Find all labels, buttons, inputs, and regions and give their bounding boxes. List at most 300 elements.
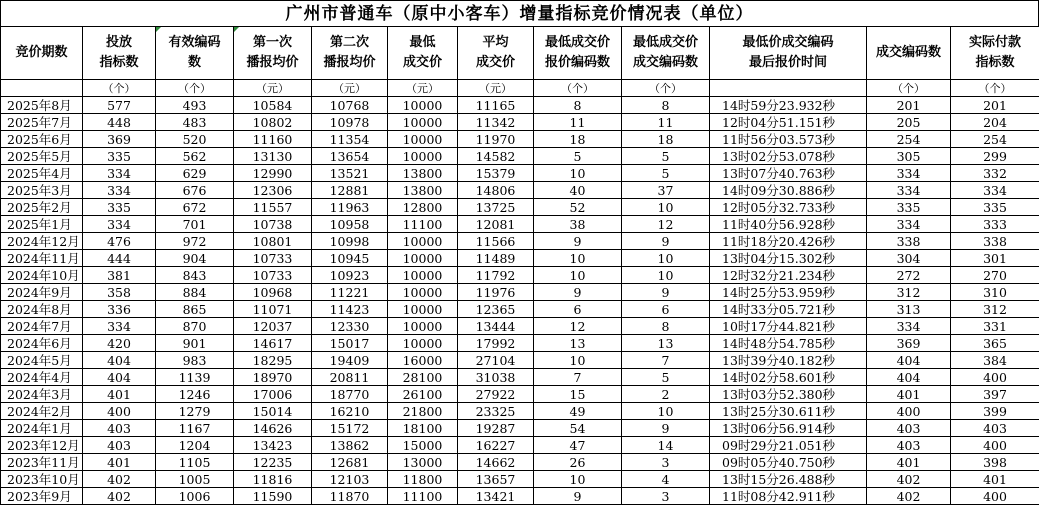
cell-release-quota: 577 <box>83 97 156 114</box>
cell-last-bid-time: 14时48分54.785秒 <box>710 335 867 352</box>
cell-min-price-deal-codes: 3 <box>622 454 710 471</box>
cell-paid-quota: 332 <box>951 165 1039 182</box>
table-row <box>1 216 1039 233</box>
header-second-avg-line1: 第二次 <box>329 35 369 50</box>
header-min-price-line2: 成交价 <box>402 55 442 70</box>
table-row <box>1 369 1039 386</box>
cell-min-price: 13000 <box>388 454 458 471</box>
cell-deal-codes: 312 <box>867 284 951 301</box>
cell-valid-codes: 1279 <box>156 403 234 420</box>
cell-second-avg: 13521 <box>312 165 388 182</box>
table-row <box>1 165 1039 182</box>
unit-cell: （元） <box>388 80 458 97</box>
cell-valid-codes: 676 <box>156 182 234 199</box>
cell-paid-quota: 270 <box>951 267 1039 284</box>
cell-last-bid-time: 13时25分30.611秒 <box>710 403 867 420</box>
cell-min-price-bid-codes: 49 <box>534 403 622 420</box>
cell-paid-quota: 331 <box>951 318 1039 335</box>
cell-min-price: 13800 <box>388 182 458 199</box>
cell-period: 2023年9月 <box>1 488 83 505</box>
cell-paid-quota: 299 <box>951 148 1039 165</box>
cell-min-price: 10000 <box>388 318 458 335</box>
cell-min-price-deal-codes: 6 <box>622 301 710 318</box>
cell-min-price-bid-codes: 9 <box>534 284 622 301</box>
header-last-bid-time <box>710 27 867 80</box>
cell-min-price-bid-codes: 52 <box>534 199 622 216</box>
cell-first-avg: 17006 <box>234 386 312 403</box>
cell-first-avg: 12037 <box>234 318 312 335</box>
cell-first-avg: 10738 <box>234 216 312 233</box>
cell-min-price-bid-codes: 38 <box>534 216 622 233</box>
cell-period: 2025年4月 <box>1 165 83 182</box>
unit-cell: （元） <box>234 80 312 97</box>
cell-paid-quota: 333 <box>951 216 1039 233</box>
cell-second-avg: 13862 <box>312 437 388 454</box>
table-row <box>1 386 1039 403</box>
cell-first-avg: 18295 <box>234 352 312 369</box>
unit-cell <box>1 80 83 97</box>
cell-avg-price: 13444 <box>458 318 534 335</box>
cell-min-price-deal-codes: 8 <box>622 97 710 114</box>
cell-paid-quota: 365 <box>951 335 1039 352</box>
table-row <box>1 182 1039 199</box>
cell-last-bid-time: 13时04分15.302秒 <box>710 250 867 267</box>
cell-first-avg: 14626 <box>234 420 312 437</box>
cell-release-quota: 334 <box>83 216 156 233</box>
cell-min-price: 11100 <box>388 488 458 505</box>
cell-first-avg: 11071 <box>234 301 312 318</box>
header-avg-price-line2: 成交价 <box>475 55 515 70</box>
cell-paid-quota: 400 <box>951 488 1039 505</box>
cell-min-price-deal-codes: 10 <box>622 250 710 267</box>
cell-min-price-deal-codes: 9 <box>622 420 710 437</box>
cell-second-avg: 11354 <box>312 131 388 148</box>
cell-min-price-deal-codes: 5 <box>622 165 710 182</box>
cell-avg-price: 31038 <box>458 369 534 386</box>
cell-deal-codes: 205 <box>867 114 951 131</box>
cell-deal-codes: 254 <box>867 131 951 148</box>
cell-second-avg: 11963 <box>312 199 388 216</box>
cell-valid-codes: 1167 <box>156 420 234 437</box>
cell-min-price: 11100 <box>388 216 458 233</box>
cell-first-avg: 12990 <box>234 165 312 182</box>
cell-first-avg: 13130 <box>234 148 312 165</box>
header-min-price-deal-codes <box>622 27 710 80</box>
cell-deal-codes: 201 <box>867 97 951 114</box>
header-min-price-line1: 最低 <box>409 35 436 50</box>
cell-avg-price: 11792 <box>458 267 534 284</box>
cell-period: 2024年2月 <box>1 403 83 420</box>
header-second-avg <box>312 27 388 80</box>
cell-first-avg: 10584 <box>234 97 312 114</box>
cell-paid-quota: 400 <box>951 437 1039 454</box>
cell-min-price-bid-codes: 9 <box>534 488 622 505</box>
cell-release-quota: 476 <box>83 233 156 250</box>
cell-min-price: 26100 <box>388 386 458 403</box>
cell-first-avg: 18970 <box>234 369 312 386</box>
cell-first-avg: 11557 <box>234 199 312 216</box>
cell-period: 2023年11月 <box>1 454 83 471</box>
cell-second-avg: 13654 <box>312 148 388 165</box>
cell-valid-codes: 972 <box>156 233 234 250</box>
header-period-line1: 竞价期数 <box>15 45 68 60</box>
unit-cell: （元） <box>458 80 534 97</box>
cell-release-quota: 404 <box>83 352 156 369</box>
cell-min-price: 10000 <box>388 233 458 250</box>
cell-valid-codes: 672 <box>156 199 234 216</box>
cell-period: 2024年9月 <box>1 284 83 301</box>
cell-min-price-deal-codes: 10 <box>622 199 710 216</box>
cell-valid-codes: 1105 <box>156 454 234 471</box>
cell-first-avg: 11590 <box>234 488 312 505</box>
table-row <box>1 250 1039 267</box>
table-row <box>1 403 1039 420</box>
cell-first-avg: 10802 <box>234 114 312 131</box>
cell-release-quota: 403 <box>83 437 156 454</box>
cell-avg-price: 11566 <box>458 233 534 250</box>
cell-period: 2024年7月 <box>1 318 83 335</box>
header-deal-codes <box>867 27 951 80</box>
cell-min-price-deal-codes: 14 <box>622 437 710 454</box>
cell-last-bid-time: 14时33分05.721秒 <box>710 301 867 318</box>
cell-last-bid-time: 13时03分52.380秒 <box>710 386 867 403</box>
table-row <box>1 301 1039 318</box>
cell-valid-codes: 1204 <box>156 437 234 454</box>
cell-min-price-bid-codes: 10 <box>534 250 622 267</box>
cell-release-quota: 420 <box>83 335 156 352</box>
cell-last-bid-time: 11时56分03.573秒 <box>710 131 867 148</box>
cell-first-avg: 11160 <box>234 131 312 148</box>
table-row <box>1 335 1039 352</box>
cell-first-avg: 15014 <box>234 403 312 420</box>
cell-first-avg: 10968 <box>234 284 312 301</box>
cell-first-avg: 10801 <box>234 233 312 250</box>
cell-valid-codes: 629 <box>156 165 234 182</box>
cell-deal-codes: 334 <box>867 165 951 182</box>
cell-last-bid-time: 09时05分40.750秒 <box>710 454 867 471</box>
cell-period: 2024年12月 <box>1 233 83 250</box>
cell-valid-codes: 884 <box>156 284 234 301</box>
cell-deal-codes: 304 <box>867 250 951 267</box>
cell-valid-codes: 562 <box>156 148 234 165</box>
cell-paid-quota: 338 <box>951 233 1039 250</box>
cell-min-price: 10000 <box>388 267 458 284</box>
cell-deal-codes: 402 <box>867 471 951 488</box>
cell-min-price-bid-codes: 10 <box>534 352 622 369</box>
cell-min-price-deal-codes: 9 <box>622 284 710 301</box>
cell-valid-codes: 520 <box>156 131 234 148</box>
header-min-price-deal-codes-line2: 成交编码数 <box>632 55 698 70</box>
cell-min-price-bid-codes: 10 <box>534 165 622 182</box>
cell-min-price-bid-codes: 9 <box>534 233 622 250</box>
cell-second-avg: 15017 <box>312 335 388 352</box>
table-row <box>1 267 1039 284</box>
cell-period: 2024年8月 <box>1 301 83 318</box>
cell-last-bid-time: 14时09分30.886秒 <box>710 182 867 199</box>
cell-paid-quota: 310 <box>951 284 1039 301</box>
cell-deal-codes: 401 <box>867 454 951 471</box>
table-header <box>1 27 1039 80</box>
header-first-avg-line1: 第一次 <box>252 35 292 50</box>
table-row <box>1 471 1039 488</box>
cell-paid-quota: 397 <box>951 386 1039 403</box>
cell-second-avg: 12103 <box>312 471 388 488</box>
cell-second-avg: 10998 <box>312 233 388 250</box>
table-row <box>1 454 1039 471</box>
unit-cell: （个） <box>867 80 951 97</box>
cell-second-avg: 10978 <box>312 114 388 131</box>
unit-cell <box>710 80 867 97</box>
cell-paid-quota: 254 <box>951 131 1039 148</box>
cell-release-quota: 334 <box>83 318 156 335</box>
cell-release-quota: 381 <box>83 267 156 284</box>
unit-cell: （个） <box>622 80 710 97</box>
header-first-avg-line2: 播报均价 <box>246 55 299 70</box>
cell-last-bid-time: 14时59分23.932秒 <box>710 97 867 114</box>
cell-period: 2025年6月 <box>1 131 83 148</box>
cell-min-price-deal-codes: 10 <box>622 267 710 284</box>
cell-min-price-bid-codes: 8 <box>534 97 622 114</box>
cell-min-price-bid-codes: 10 <box>534 471 622 488</box>
header-last-bid-time-line1: 最低价成交编码 <box>742 35 834 50</box>
cell-release-quota: 400 <box>83 403 156 420</box>
cell-second-avg: 11221 <box>312 284 388 301</box>
table-row <box>1 437 1039 454</box>
header-min-price-bid-codes-line1: 最低成交价 <box>544 35 610 50</box>
cell-paid-quota: 399 <box>951 403 1039 420</box>
cell-valid-codes: 870 <box>156 318 234 335</box>
table-row <box>1 318 1039 335</box>
cell-valid-codes: 904 <box>156 250 234 267</box>
cell-valid-codes: 865 <box>156 301 234 318</box>
cell-release-quota: 444 <box>83 250 156 267</box>
header-first-avg <box>234 27 312 80</box>
cell-valid-codes: 901 <box>156 335 234 352</box>
cell-last-bid-time: 13时39分40.182秒 <box>710 352 867 369</box>
cell-min-price: 10000 <box>388 301 458 318</box>
cell-min-price: 10000 <box>388 250 458 267</box>
cell-period: 2024年3月 <box>1 386 83 403</box>
cell-avg-price: 13725 <box>458 199 534 216</box>
cell-last-bid-time: 11时18分20.426秒 <box>710 233 867 250</box>
header-min-price <box>388 27 458 80</box>
unit-cell: （个） <box>83 80 156 97</box>
cell-paid-quota: 384 <box>951 352 1039 369</box>
header-paid-quota-line1: 实际付款 <box>968 35 1021 50</box>
cell-min-price: 10000 <box>388 131 458 148</box>
cell-release-quota: 335 <box>83 199 156 216</box>
cell-first-avg: 13423 <box>234 437 312 454</box>
unit-cell: （个） <box>951 80 1039 97</box>
cell-second-avg: 12330 <box>312 318 388 335</box>
table-row <box>1 284 1039 301</box>
cell-min-price-deal-codes: 18 <box>622 131 710 148</box>
cell-last-bid-time: 13时02分53.078秒 <box>710 148 867 165</box>
cell-deal-codes: 400 <box>867 403 951 420</box>
table-row <box>1 488 1039 505</box>
header-release-quota <box>83 27 156 80</box>
cell-period: 2024年4月 <box>1 369 83 386</box>
cell-min-price-bid-codes: 6 <box>534 301 622 318</box>
cell-paid-quota: 204 <box>951 114 1039 131</box>
cell-last-bid-time: 13时15分26.488秒 <box>710 471 867 488</box>
cell-valid-codes: 1006 <box>156 488 234 505</box>
cell-min-price-deal-codes: 8 <box>622 318 710 335</box>
cell-avg-price: 16227 <box>458 437 534 454</box>
cell-avg-price: 14582 <box>458 148 534 165</box>
cell-period: 2024年5月 <box>1 352 83 369</box>
cell-avg-price: 11976 <box>458 284 534 301</box>
cell-deal-codes: 334 <box>867 318 951 335</box>
cell-paid-quota: 403 <box>951 420 1039 437</box>
cell-avg-price: 13657 <box>458 471 534 488</box>
cell-min-price: 11800 <box>388 471 458 488</box>
cell-first-avg: 12306 <box>234 182 312 199</box>
cell-min-price: 10000 <box>388 148 458 165</box>
cell-min-price-deal-codes: 9 <box>622 233 710 250</box>
header-avg-price <box>458 27 534 80</box>
cell-min-price-deal-codes: 10 <box>622 403 710 420</box>
header-avg-price-line1: 平均 <box>482 35 509 50</box>
cell-min-price-deal-codes: 12 <box>622 216 710 233</box>
cell-last-bid-time: 11时40分56.928秒 <box>710 216 867 233</box>
header-min-price-deal-codes-line1: 最低成交价 <box>632 35 698 50</box>
header-min-price-bid-codes <box>534 27 622 80</box>
cell-min-price-bid-codes: 11 <box>534 114 622 131</box>
header-paid-quota-line2: 指标数 <box>975 55 1015 70</box>
cell-paid-quota: 201 <box>951 97 1039 114</box>
table-row <box>1 199 1039 216</box>
unit-cell: （个） <box>534 80 622 97</box>
cell-min-price: 21800 <box>388 403 458 420</box>
cell-last-bid-time: 13时07分40.763秒 <box>710 165 867 182</box>
table-title: 广州市普通车（原中小客车）增量指标竞价情况表（单位） <box>0 0 1039 26</box>
cell-release-quota: 402 <box>83 488 156 505</box>
cell-min-price-deal-codes: 5 <box>622 369 710 386</box>
cell-paid-quota: 312 <box>951 301 1039 318</box>
cell-second-avg: 12881 <box>312 182 388 199</box>
cell-last-bid-time: 14时02分58.601秒 <box>710 369 867 386</box>
cell-deal-codes: 369 <box>867 335 951 352</box>
cell-last-bid-time: 13时06分56.914秒 <box>710 420 867 437</box>
cell-release-quota: 401 <box>83 386 156 403</box>
cell-min-price-deal-codes: 13 <box>622 335 710 352</box>
cell-min-price: 10000 <box>388 284 458 301</box>
cell-period: 2024年10月 <box>1 267 83 284</box>
cell-deal-codes: 404 <box>867 369 951 386</box>
header-row <box>1 27 1039 80</box>
cell-avg-price: 17992 <box>458 335 534 352</box>
cell-period: 2025年3月 <box>1 182 83 199</box>
cell-deal-codes: 338 <box>867 233 951 250</box>
cell-release-quota: 336 <box>83 301 156 318</box>
cell-min-price-bid-codes: 10 <box>534 267 622 284</box>
cell-last-bid-time: 12时05分32.733秒 <box>710 199 867 216</box>
cell-avg-price: 12365 <box>458 301 534 318</box>
cell-last-bid-time: 12时32分21.234秒 <box>710 267 867 284</box>
cell-min-price: 15000 <box>388 437 458 454</box>
table-row <box>1 233 1039 250</box>
cell-second-avg: 19409 <box>312 352 388 369</box>
cell-deal-codes: 313 <box>867 301 951 318</box>
cell-avg-price: 11165 <box>458 97 534 114</box>
cell-min-price-deal-codes: 5 <box>622 148 710 165</box>
cell-deal-codes: 403 <box>867 420 951 437</box>
cell-min-price: 10000 <box>388 114 458 131</box>
unit-cell: （个） <box>156 80 234 97</box>
cell-min-price-bid-codes: 26 <box>534 454 622 471</box>
cell-last-bid-time: 10时17分44.821秒 <box>710 318 867 335</box>
cell-second-avg: 10923 <box>312 267 388 284</box>
cell-last-bid-time: 14时25分53.959秒 <box>710 284 867 301</box>
cell-deal-codes: 335 <box>867 199 951 216</box>
cell-second-avg: 11870 <box>312 488 388 505</box>
cell-deal-codes: 334 <box>867 216 951 233</box>
cell-second-avg: 11423 <box>312 301 388 318</box>
cell-avg-price: 11342 <box>458 114 534 131</box>
cell-avg-price: 27922 <box>458 386 534 403</box>
cell-period: 2025年7月 <box>1 114 83 131</box>
cell-last-bid-time: 12时04分51.151秒 <box>710 114 867 131</box>
cell-period: 2024年11月 <box>1 250 83 267</box>
cell-first-avg: 10733 <box>234 267 312 284</box>
cell-paid-quota: 334 <box>951 182 1039 199</box>
cell-second-avg: 10958 <box>312 216 388 233</box>
cell-min-price-bid-codes: 15 <box>534 386 622 403</box>
cell-min-price-deal-codes: 4 <box>622 471 710 488</box>
cell-valid-codes: 1139 <box>156 369 234 386</box>
units-section <box>1 80 1039 97</box>
cell-avg-price: 11970 <box>458 131 534 148</box>
cell-period: 2025年5月 <box>1 148 83 165</box>
cell-release-quota: 334 <box>83 165 156 182</box>
cell-avg-price: 27104 <box>458 352 534 369</box>
table-row <box>1 131 1039 148</box>
cell-release-quota: 335 <box>83 148 156 165</box>
cell-min-price-deal-codes: 11 <box>622 114 710 131</box>
header-valid-codes <box>156 27 234 80</box>
cell-min-price-bid-codes: 13 <box>534 335 622 352</box>
cell-period: 2024年6月 <box>1 335 83 352</box>
cell-min-price-bid-codes: 5 <box>534 148 622 165</box>
table-body <box>1 97 1039 505</box>
cell-release-quota: 403 <box>83 420 156 437</box>
header-paid-quota <box>951 27 1039 80</box>
cell-valid-codes: 701 <box>156 216 234 233</box>
cell-avg-price: 19287 <box>458 420 534 437</box>
cell-period: 2025年2月 <box>1 199 83 216</box>
cell-min-price: 13800 <box>388 165 458 182</box>
cell-release-quota: 369 <box>83 131 156 148</box>
cell-deal-codes: 334 <box>867 182 951 199</box>
cell-period: 2024年1月 <box>1 420 83 437</box>
cell-min-price-bid-codes: 47 <box>534 437 622 454</box>
cell-deal-codes: 272 <box>867 267 951 284</box>
cell-first-avg: 11816 <box>234 471 312 488</box>
header-last-bid-time-line2: 最后报价时间 <box>748 55 827 70</box>
cell-second-avg: 12681 <box>312 454 388 471</box>
header-release-quota-line1: 投放 <box>105 35 132 50</box>
cell-avg-price: 13421 <box>458 488 534 505</box>
cell-valid-codes: 1246 <box>156 386 234 403</box>
table-row <box>1 352 1039 369</box>
cell-min-price: 12800 <box>388 199 458 216</box>
cell-release-quota: 448 <box>83 114 156 131</box>
cell-period: 2023年10月 <box>1 471 83 488</box>
cell-min-price: 16000 <box>388 352 458 369</box>
cell-paid-quota: 400 <box>951 369 1039 386</box>
header-second-avg-line2: 播报均价 <box>323 55 376 70</box>
